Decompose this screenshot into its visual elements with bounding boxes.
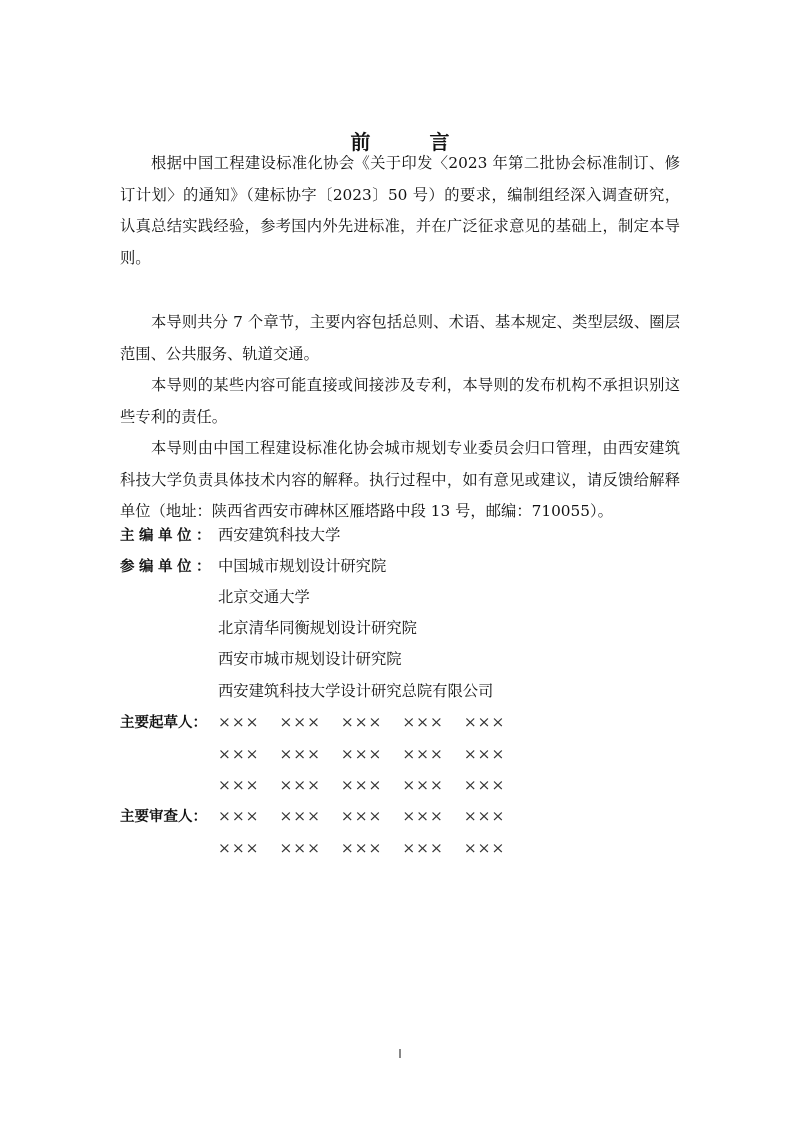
drafter-name: ××× — [279, 745, 321, 763]
reviewers-row — [120, 801, 525, 832]
reviewer-name: ××× — [218, 839, 260, 857]
reviewer-name: ××× — [279, 839, 321, 857]
chief-unit-value: 西安建筑科技大学 — [218, 526, 341, 544]
drafter-names — [218, 707, 525, 738]
drafter-name: ××× — [340, 713, 383, 731]
paragraph-management: 本导则由中国工程建设标准化协会城市规划专业委员会归口管理，由西安建筑科技大学负责具体技术内容的解释。执行过程中，如有意见或建议，请反馈给解释单位（地址：陕西省西安市碑林区雁塔路中段 13 号，邮编：710055）。 — [120, 439, 680, 520]
reviewers-label: 主要审查人： — [120, 809, 207, 825]
drafters-row — [120, 739, 525, 770]
paragraph-patent: 本导则的某些内容可能直接或间接涉及专利，本导则的发布机构不承担识别这些专利的责任。 — [120, 376, 680, 426]
drafter-names — [218, 770, 525, 801]
participating-unit: 北京交通大学 — [218, 588, 310, 606]
drafter-name: ××× — [218, 713, 260, 731]
reviewer-names — [218, 833, 525, 864]
drafter-name: ××× — [218, 776, 260, 794]
participating-units-label: 参编单位： — [120, 559, 215, 575]
drafter-name: ××× — [463, 745, 506, 763]
drafter-name: ××× — [402, 745, 444, 763]
page-title: 前 言 — [350, 130, 476, 154]
drafters-row — [120, 770, 525, 801]
participating-unit-row — [120, 613, 417, 644]
reviewers-row — [120, 833, 525, 864]
participating-unit: 北京清华同衡规划设计研究院 — [218, 619, 417, 637]
page-number — [399, 1049, 401, 1058]
drafter-name: ××× — [340, 745, 383, 763]
participating-unit-row — [120, 676, 493, 707]
paragraph-basis: 根据中国工程建设标准化协会《关于印发〈2023 年第二批协会标准制订、修订计划〉的通知》（建标协字〔2023〕50 号）的要求，编制组经深入调查研究，认真总结实践经验，参考国内外先进标准，并在广泛征求意见的基础上，制定本导则。 — [120, 154, 680, 267]
drafters-label: 主要起草人： — [120, 715, 207, 731]
reviewer-names — [218, 801, 525, 832]
drafter-name: ××× — [463, 776, 506, 794]
participating-unit: 西安市城市规划设计研究院 — [218, 650, 402, 668]
participating-unit-row — [120, 582, 310, 613]
drafter-name: ××× — [218, 745, 260, 763]
reviewer-name: ××× — [463, 807, 506, 825]
participating-unit-row — [120, 644, 402, 675]
drafter-name: ××× — [279, 776, 321, 794]
drafter-name: ××× — [402, 713, 444, 731]
reviewer-name: ××× — [340, 839, 383, 857]
drafter-name: ××× — [463, 713, 506, 731]
reviewer-name: ××× — [402, 839, 444, 857]
drafters-row — [120, 707, 525, 738]
participating-unit: 西安建筑科技大学设计研究总院有限公司 — [218, 682, 494, 700]
reviewer-name: ××× — [463, 839, 506, 857]
drafter-name: ××× — [279, 713, 321, 731]
reviewer-name: ××× — [218, 807, 260, 825]
drafter-name: ××× — [340, 776, 383, 794]
paragraph-contents: 本导则共分 7 个章节，主要内容包括总则、术语、基本规定、类型层级、圈层范围、公共服务、轨道交通。 — [120, 313, 680, 363]
participating-unit: 中国城市规划设计研究院 — [218, 557, 387, 575]
drafter-names — [218, 739, 525, 770]
participating-unit-row — [120, 551, 386, 582]
chief-unit-row — [120, 520, 340, 551]
reviewer-name: ××× — [402, 807, 444, 825]
drafter-name: ××× — [402, 776, 444, 794]
reviewer-name: ××× — [279, 807, 321, 825]
reviewer-name: ××× — [340, 807, 383, 825]
chief-unit-label: 主编单位： — [120, 528, 215, 544]
